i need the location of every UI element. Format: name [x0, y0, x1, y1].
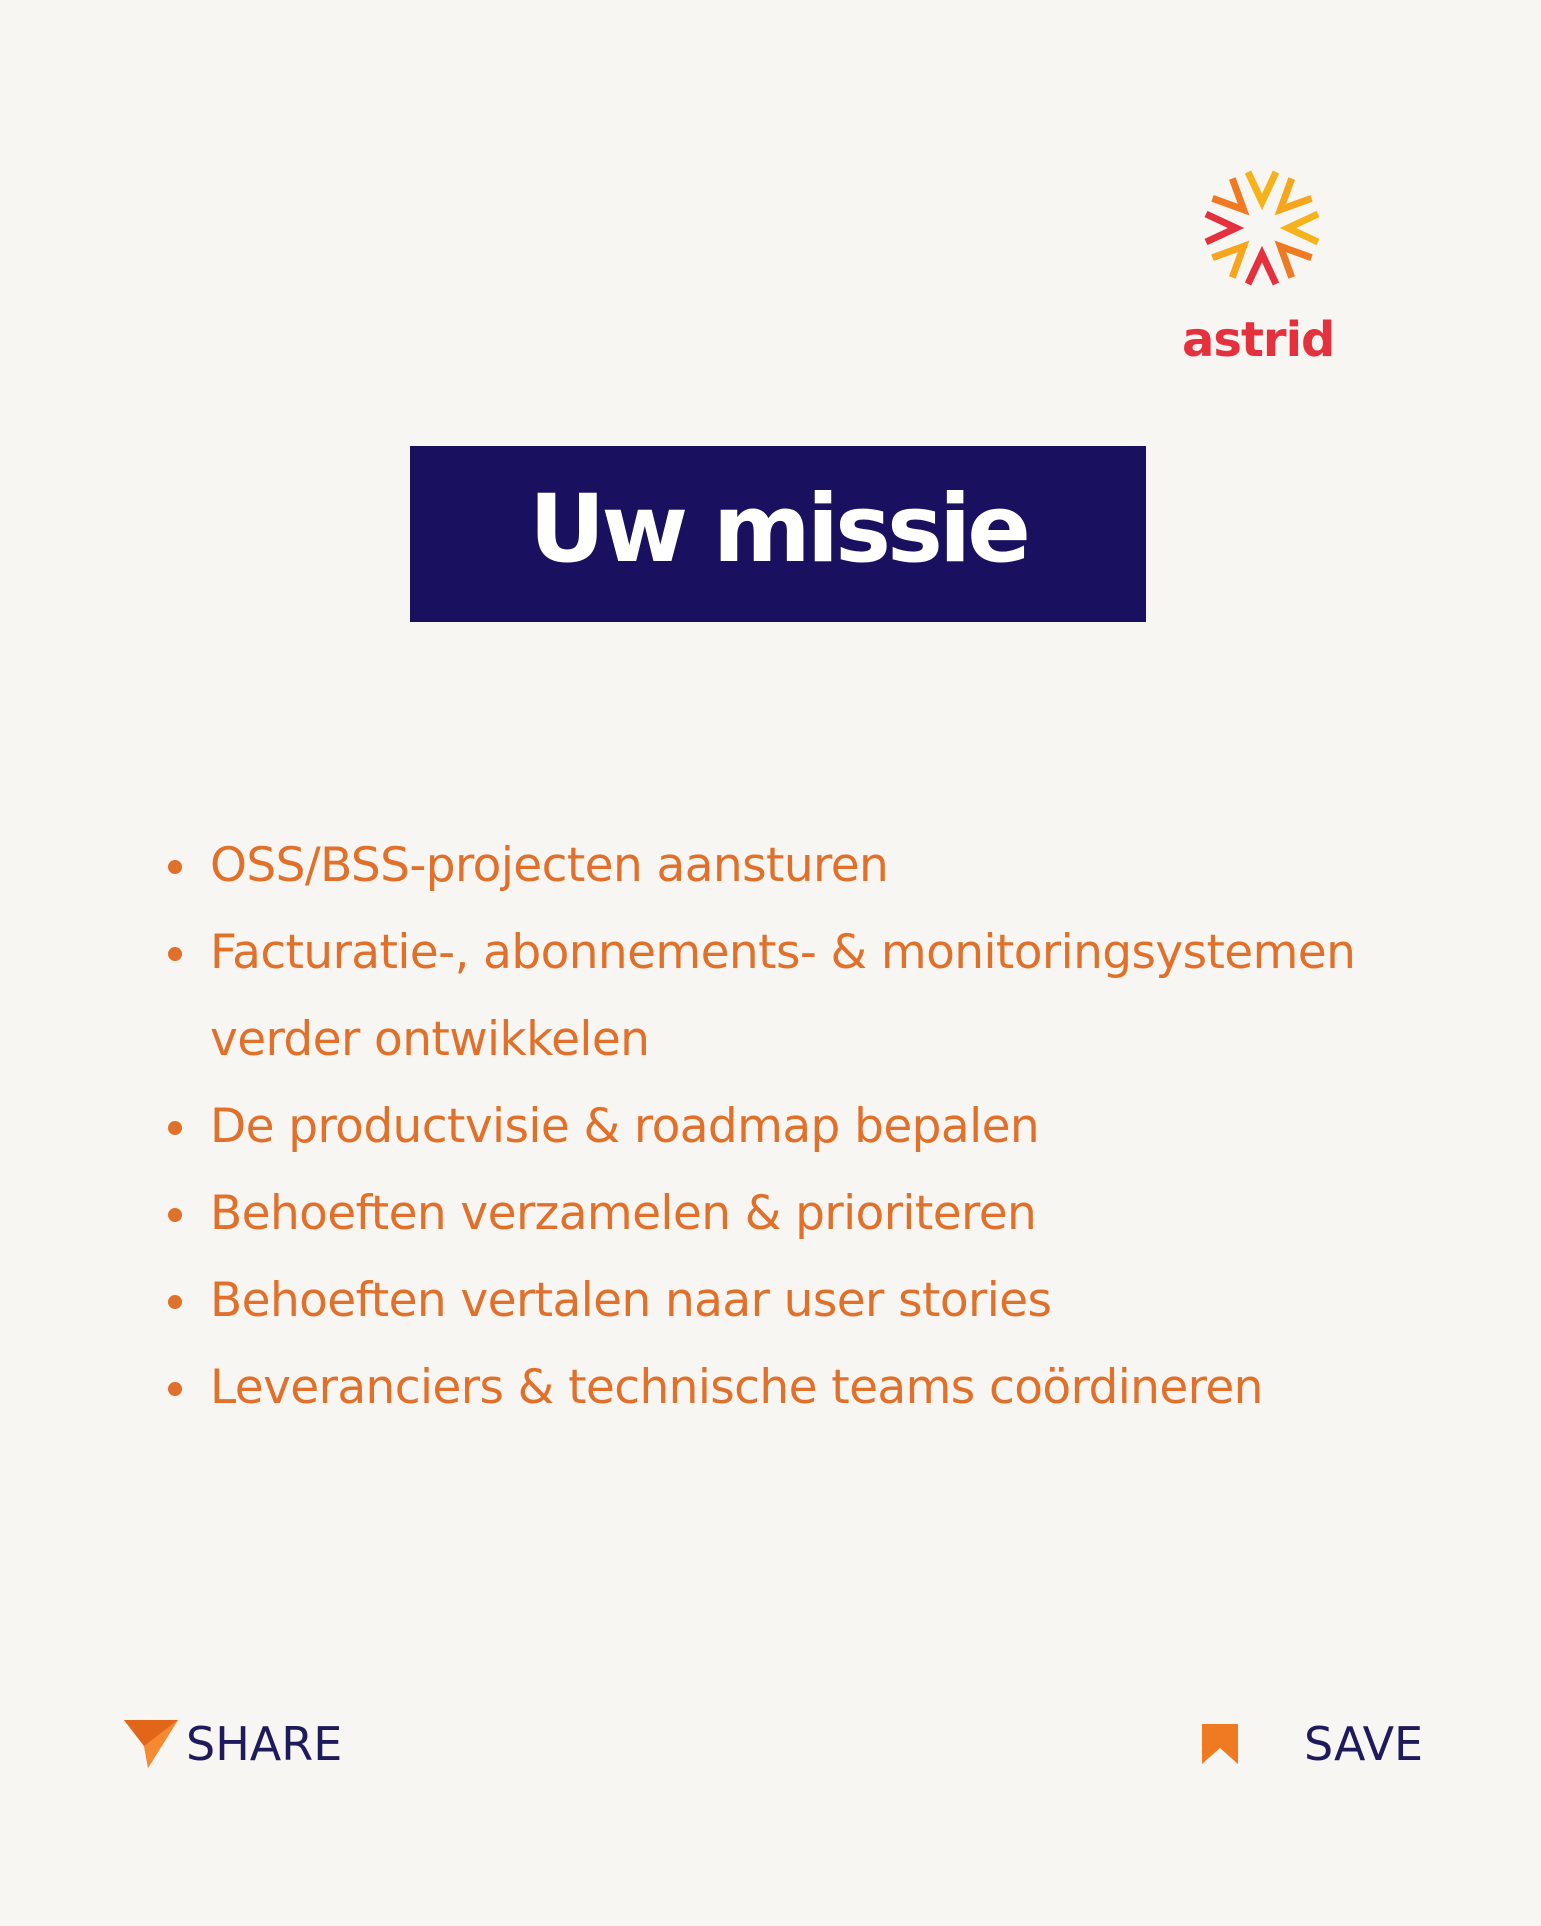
paper-plane-icon — [122, 1716, 180, 1772]
list-item — [162, 1344, 1462, 1431]
list-item — [162, 1257, 1462, 1344]
bullet-icon — [168, 1208, 182, 1222]
list-item — [162, 822, 1462, 909]
bullet-icon — [168, 1382, 182, 1396]
mission-list — [162, 822, 1462, 1431]
list-item-text: De productvisie & roadmap bepalen — [210, 1099, 1040, 1154]
list-item-text: OSS/BSS-projecten aansturen — [210, 838, 889, 893]
astrid-logo — [1172, 150, 1342, 370]
save-label: SAVE — [1304, 1717, 1424, 1771]
bullet-icon — [168, 1295, 182, 1309]
list-item — [162, 909, 1462, 1083]
bullet-icon — [168, 947, 182, 961]
bullet-icon — [168, 1121, 182, 1135]
page-title: Uw missie — [529, 475, 1027, 584]
list-item-text: Behoeften verzamelen & prioriteren — [210, 1186, 1037, 1241]
save-button[interactable] — [1200, 1716, 1423, 1772]
list-item-text: Behoeften vertalen naar user stories — [210, 1273, 1052, 1328]
list-item — [162, 1083, 1462, 1170]
title-banner — [410, 446, 1146, 622]
bookmark-icon — [1200, 1722, 1240, 1766]
list-item — [162, 1170, 1462, 1257]
list-item-text: Leveranciers & technische teams coördineren — [210, 1360, 1263, 1415]
share-label: SHARE — [186, 1717, 343, 1771]
share-button[interactable] — [122, 1716, 342, 1772]
bullet-icon — [168, 860, 182, 874]
list-item-text: Facturatie-, abonnements- & monitoringsystemen verder ontwikkelen — [210, 925, 1356, 1067]
astrid-wordmark: astrid — [1182, 312, 1335, 368]
